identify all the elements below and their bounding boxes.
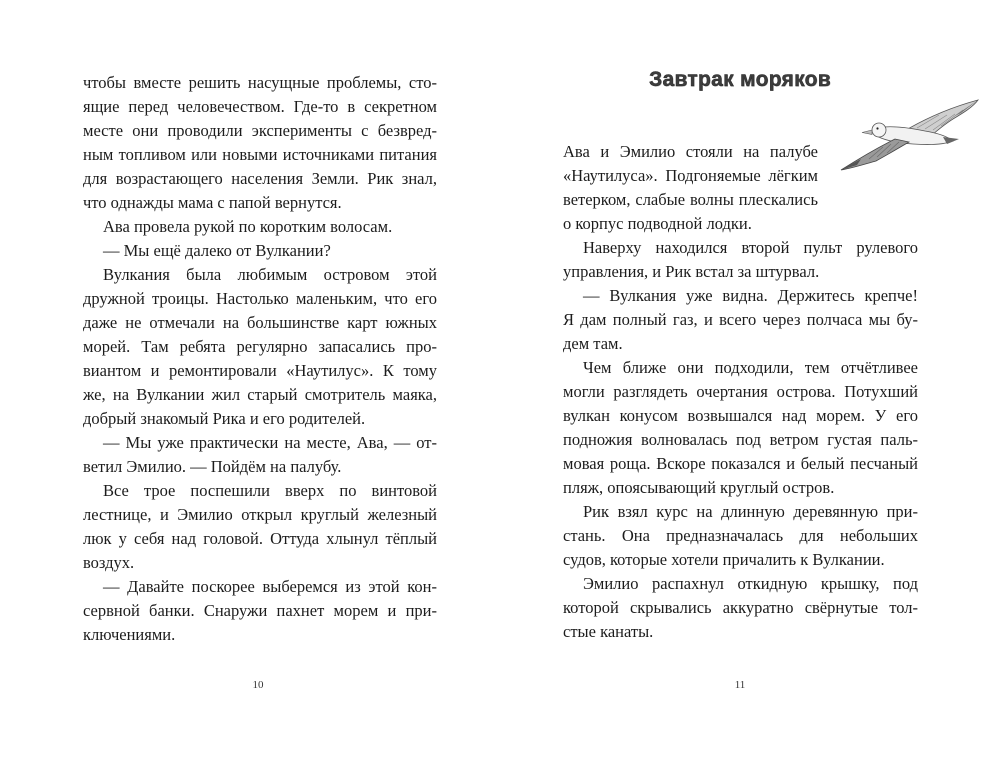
text-line: морей. Там ребята регулярно запасались про- [83, 337, 437, 356]
paragraph [83, 71, 437, 215]
text-line: мовая роща. Вскоре показался и белый песчаный [563, 454, 918, 473]
text-line: ящие перед человечеством. Где-то в секретном [83, 97, 437, 116]
text-line: вулкан конусом возвышался над морем. У его [563, 406, 918, 425]
text-line: чтобы вместе решить насущные проблемы, сто- [83, 73, 437, 92]
paragraph [563, 140, 918, 236]
text-line: ветерком, слабые волны плескались [563, 190, 818, 209]
text-line: Эмилио распахнул откидную крышку, под [583, 574, 918, 593]
text-line: — Давайте поскорее выберемся из этой кон- [103, 577, 437, 596]
text-line: Чем ближе они подходили, тем отчётливее [583, 358, 918, 377]
text-line: Ава и Эмилио стояли на палубе [563, 142, 818, 161]
text-line: Ава провела рукой по коротким волосам. [103, 217, 393, 236]
text-line: управления, и Рик встал за штурвал. [563, 262, 820, 281]
page-text [83, 71, 437, 647]
text-line: дружной троицы. Настолько маленьким, что его [83, 289, 437, 308]
text-line: лестнице, и Эмилио открыл круглый железный [83, 505, 437, 524]
paragraph [563, 500, 918, 572]
page-number: 11 [734, 679, 746, 691]
text-line: которой скрывались аккуратно свёрнутые тол- [563, 598, 918, 617]
paragraph [83, 215, 437, 239]
text-line: же, на Вулкании жил старый смотритель маяка, [83, 385, 437, 404]
text-line: месте они проводили эксперименты с безвред- [83, 121, 437, 140]
seagull-beak [862, 130, 872, 135]
text-line: ключениями. [83, 625, 176, 644]
paragraph [563, 356, 918, 500]
text-line: — Мы ещё далеко от Вулкании? [103, 241, 331, 260]
text-line: могли разглядеть очертания острова. Потухший [563, 382, 918, 401]
text-line: ветил Эмилио. — Пойдём на палубу. [83, 457, 342, 476]
text-line: даже не отмечали на большинстве карт южных [83, 313, 437, 332]
text-line: подножия волновалась под ветром густая паль- [563, 430, 918, 449]
text-line: — Вулкания уже видна. Держитесь крепче! [583, 286, 918, 305]
paragraph [83, 263, 437, 431]
text-line: Вулкания была любимым островом этой [103, 265, 437, 284]
page-right [500, 0, 1000, 768]
page-number: 10 [252, 679, 264, 691]
paragraph [563, 572, 918, 644]
text-line: стые канаты. [563, 622, 654, 641]
text-line: дем там. [563, 334, 623, 353]
seagull-head [872, 123, 886, 137]
text-line: судов, которые хотели причалить к Вулкании. [563, 550, 885, 569]
text-line: для возрастающего населения Земли. Рик знал, [83, 169, 437, 188]
text-line: люк у себя над головой. Оттуда хлынул тёплый [83, 529, 437, 548]
chapter-title: Завтрак моряков [649, 68, 831, 91]
paragraph [83, 479, 437, 575]
paragraph [83, 431, 437, 479]
text-line: добрый знакомый Рика и его родителей. [83, 409, 366, 428]
text-line: ным топливом или новыми источниками питания [83, 145, 437, 164]
text-line: — Мы уже практически на месте, Ава, — от- [103, 433, 437, 452]
text-line: что однажды мама с папой вернутся. [83, 193, 342, 212]
text-line: виантом и ремонтировали «Наутилус». К тому [83, 361, 437, 380]
paragraph [83, 239, 437, 263]
text-line: воздух. [83, 553, 135, 572]
text-line: пляж, опоясывающий круглый остров. [563, 478, 835, 497]
text-line: «Наутилуса». Подгоняемые лёгким [563, 166, 818, 185]
text-line: сервной банки. Снаружи пахнет морем и при- [83, 601, 437, 620]
paragraph [563, 236, 918, 284]
text-line: стань. Она предназначалась для небольших [563, 526, 918, 545]
seagull-eye [876, 127, 878, 129]
paragraph [563, 284, 918, 356]
text-line: Я дам полный газ, и всего через полчаса мы бу- [563, 310, 918, 329]
text-line: о корпус подводной лодки. [563, 214, 752, 233]
text-line: Все трое поспешили вверх по винтовой [103, 481, 437, 500]
page-text [563, 140, 918, 644]
text-line: Рик взял курс на длинную деревянную при- [583, 502, 918, 521]
text-line: Наверху находился второй пульт рулевого [583, 238, 918, 257]
paragraph [83, 575, 437, 647]
